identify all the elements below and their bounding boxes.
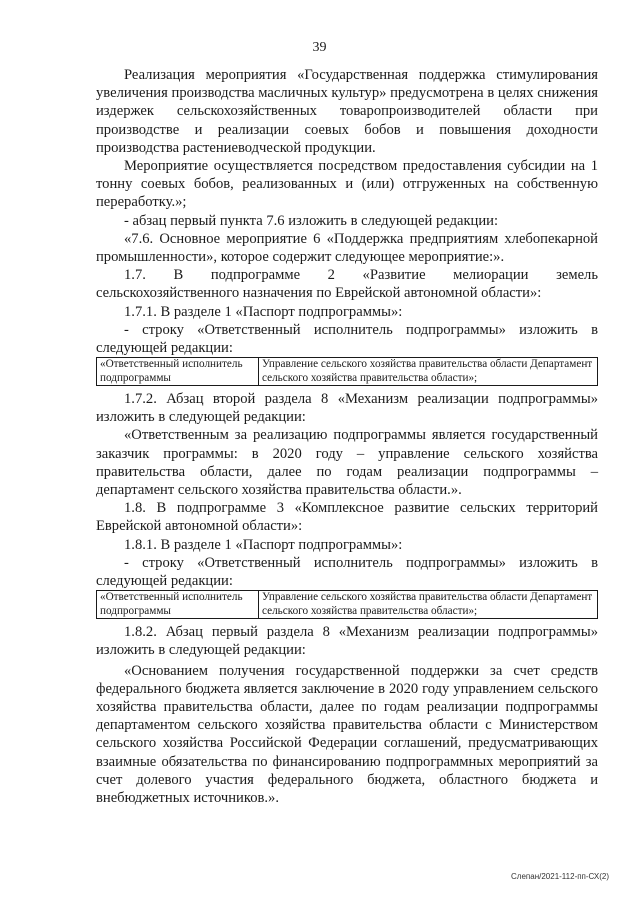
paragraph: - строку «Ответственный исполнитель подпрограммы» изложить в следующей редакции: bbox=[96, 321, 598, 357]
responsible-executor-table-2 bbox=[96, 590, 598, 619]
paragraph: - абзац первый пункта 7.6 изложить в следующей редакции: bbox=[124, 212, 499, 229]
paragraph: 1.7.1. В разделе 1 «Паспорт подпрограммы»: bbox=[124, 303, 403, 320]
paragraph: 1.7.2. Абзац второй раздела 8 «Механизм реализации подпрограммы» изложить в следующей редакции: bbox=[96, 391, 598, 426]
responsible-executor-table-1 bbox=[96, 357, 598, 386]
table-row bbox=[97, 591, 598, 619]
table-cell-label: «Ответственный исполнитель подпрограммы bbox=[97, 358, 259, 386]
paragraph: Реализация мероприятия «Государственная поддержка стимулирования увеличения производства масличных культур» предусмотрена в целях снижения издержек сельскохозяйственных товаропроизводителей области при производстве и реализации соевых бобов и повышения доходности производства растениеводческой продукции. bbox=[96, 67, 598, 156]
paragraph: 1.8.2. Абзац первый раздела 8 «Механизм реализации подпрограммы» изложить в следующей редакции: bbox=[96, 624, 598, 659]
paragraph: «Ответственным за реализацию подпрограммы является государственный заказчик программы: в 2020 году – управление сельского хозяйства правительства области, далее по годам реализации подпрограммы – департамент сельского хозяйства правительства области.». bbox=[96, 427, 598, 499]
document-footer-code: Слепан/2021-112-пп-СХ(2) bbox=[511, 872, 609, 881]
paragraph: «Основанием получения государственной поддержки за счет средств федерального бюджета является заключение в 2020 году управлением сельского хозяйства правительства области, далее по годам реализации подпрограммы департаментом сельского хозяйства правительства области с Министерством сельского хозяйства Российской Федерации соглашений, предусматривающих взаимные обязательства по финансированию подпрограммных мероприятий за счет долевого участия федерального бюджета, областного бюджета и внебюджетных источников.». bbox=[96, 662, 598, 806]
paragraph: Мероприятие осуществляется посредством предоставления субсидии на 1 тонну соевых бобов, реализованных и (или) отгруженных на собственную переработку.»; bbox=[96, 158, 598, 211]
paragraph: 1.7. В подпрограмме 2 «Развитие мелиорации земель сельскохозяйственного назначения по Еврейской автономной области»: bbox=[96, 267, 598, 302]
table-cell-value: Управление сельского хозяйства правительства области Департамент сельского хозяйства правительства области»; bbox=[259, 591, 598, 619]
page-number: 39 bbox=[312, 40, 327, 55]
document-body bbox=[96, 66, 598, 807]
table-cell-label: «Ответственный исполнитель подпрограммы bbox=[97, 591, 259, 619]
paragraph: 1.8.1. В разделе 1 «Паспорт подпрограммы»: bbox=[124, 536, 403, 553]
paragraph: 1.8. В подпрограмме 3 «Комплексное развитие сельских территорий Еврейской автономной области»: bbox=[96, 500, 598, 535]
table-cell-value: Управление сельского хозяйства правительства области Департамент сельского хозяйства правительства области»; bbox=[259, 358, 598, 386]
paragraph: - строку «Ответственный исполнитель подпрограммы» изложить в следующей редакции: bbox=[96, 554, 598, 590]
paragraph: «7.6. Основное мероприятие 6 «Поддержка предприятиям хлебопекарной промышленности», которое содержит следующее мероприятие:». bbox=[96, 230, 598, 266]
table-row bbox=[97, 358, 598, 386]
